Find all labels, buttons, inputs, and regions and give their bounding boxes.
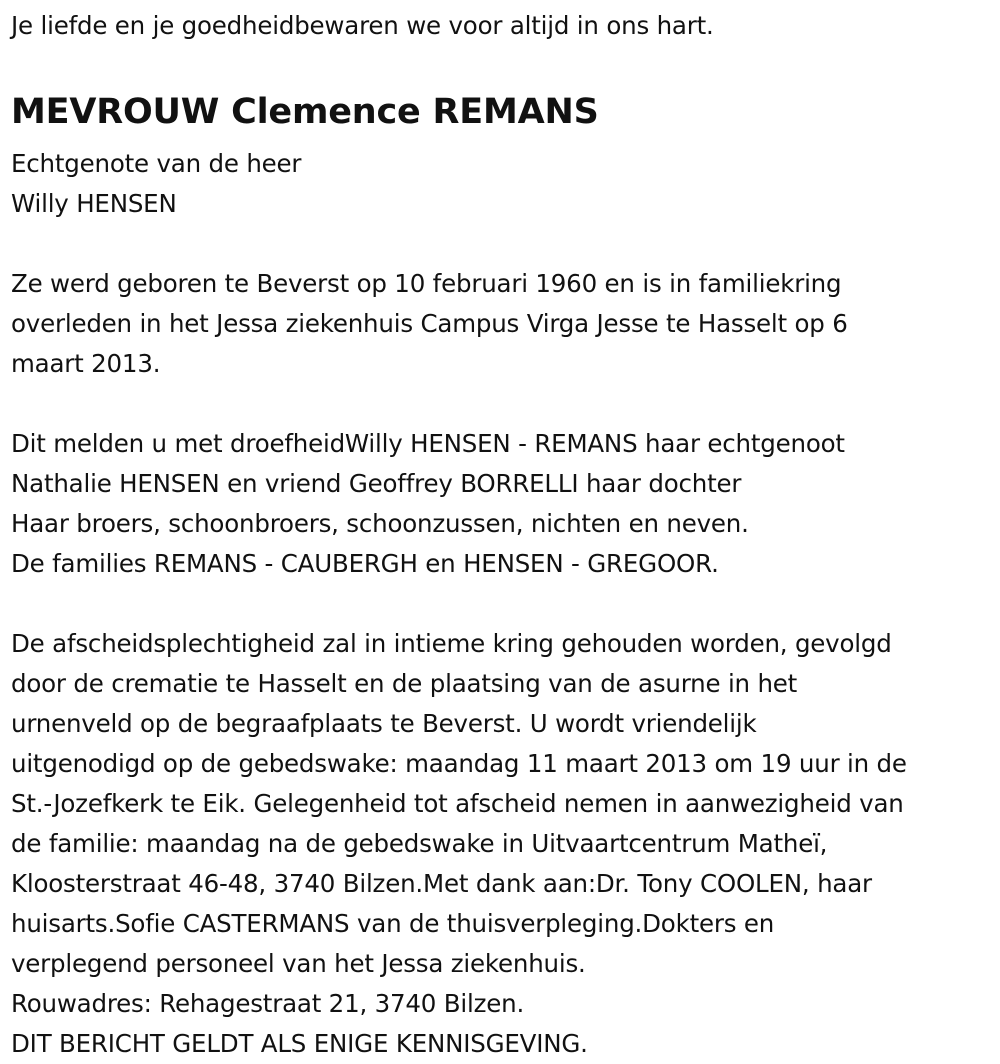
text-line: de familie: maandag na de gebedswake in Uitvaartcentrum Matheï, (11, 829, 828, 858)
spouse-section (11, 144, 991, 224)
text-line: verplegend personeel van het Jessa ziekenhuis. (11, 949, 586, 978)
paragraph-spacer (11, 224, 991, 264)
text-line: overleden in het Jessa ziekenhuis Campus Virga Jesse te Hasselt op 6 (11, 309, 848, 338)
text-line: Haar broers, schoonbroers, schoonzussen, nichten en neven. (11, 509, 749, 538)
text-line: Ze werd geboren te Beverst op 10 februari 1960 en is in familiekring (11, 269, 842, 298)
birth-death-paragraph (11, 264, 991, 384)
funeral-address-line: Rouwadres: Rehagestraat 21, 3740 Bilzen. (11, 989, 525, 1018)
text-line: De afscheidsplechtigheid zal in intieme kring gehouden worden, gevolgd (11, 629, 892, 658)
text-line: door de crematie te Hasselt en de plaatsing van de asurne in het (11, 669, 798, 698)
spouse-line: Echtgenote van de heer (11, 149, 302, 178)
text-line: maart 2013. (11, 349, 161, 378)
text-line: huisarts.Sofie CASTERMANS van de thuisverpleging.Dokters en (11, 909, 775, 938)
deceased-name-heading: MEVROUW Clemence REMANS (11, 92, 599, 132)
announcement-paragraph (11, 424, 991, 584)
text-line: Dit melden u met droefheidWilly HENSEN - REMANS haar echtgenoot (11, 429, 845, 458)
text-line: uitgenodigd op de gebedswake: maandag 11 maart 2013 om 19 uur in de (11, 749, 907, 778)
paragraph-spacer (11, 384, 991, 424)
text-line: St.-Jozefkerk te Eik. Gelegenheid tot afscheid nemen in aanwezigheid van (11, 789, 904, 818)
death-notice (11, 0, 991, 1064)
spouse-line: Willy HENSEN (11, 189, 177, 218)
text-line: Kloosterstraat 46-48, 3740 Bilzen.Met dank aan:Dr. Tony COOLEN, haar (11, 869, 872, 898)
text-line: Nathalie HENSEN en vriend Geoffrey BORRELLI haar dochter (11, 469, 742, 498)
notice-disclaimer-line: DIT BERICHT GELDT ALS ENIGE KENNISGEVING. (11, 1029, 588, 1058)
paragraph-spacer (11, 584, 991, 624)
ceremony-paragraph (11, 624, 991, 1064)
text-line: De families REMANS - CAUBERGH en HENSEN - GREGOOR. (11, 549, 719, 578)
text-line: urnenveld op de begraafplaats te Beverst. U wordt vriendelijk (11, 709, 757, 738)
memorial-quote: Je liefde en je goedheidbewaren we voor altijd in ons hart. (11, 11, 714, 40)
